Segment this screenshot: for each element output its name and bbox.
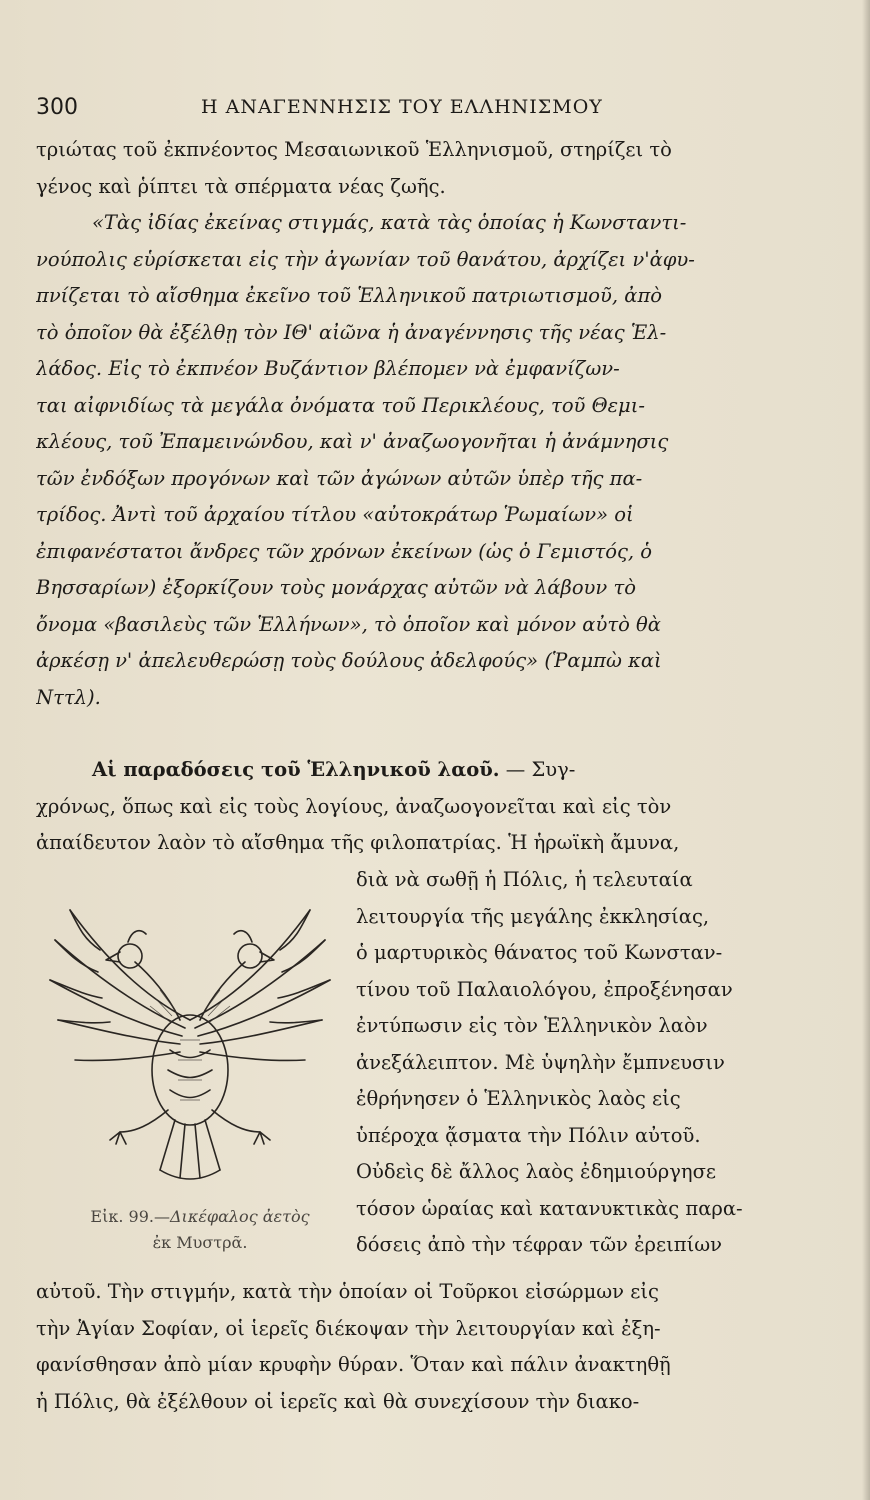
text-line: γένος καὶ ῥίπτει τὰ σπέρματα νέας ζωῆς. — [36, 174, 446, 198]
text-line: Οὐδεὶς δὲ ἄλλος λαὸς ἐδημιούργησε — [356, 1160, 716, 1183]
text-line: ἐντύπωσιν εἰς τὸν Ἑλληνικὸν λαὸν — [356, 1014, 708, 1037]
caption-title: Δικέφαλος ἀετὸς — [170, 1207, 310, 1226]
text-line: «Τὰς ἰδίας ἐκείνας στιγμάς, κατὰ τὰς ὁποίας ἡ Κωνσταντι- — [92, 211, 687, 234]
text-line: τόσον ὡραίας καὶ κατανυκτικὰς παρα- — [356, 1196, 743, 1220]
running-title: Η ΑΝΑΓΕΝΝΗΣΙΣ ΤΟΥ ΕΛΛΗΝΙΣΜΟΥ — [201, 96, 603, 118]
text-line: ὁ μαρτυρικὸς θάνατος τοῦ Κωνσταν- — [356, 941, 723, 964]
text-line: ὑπέροχα ᾄσματα τὴν Πόλιν αὐτοῦ. — [356, 1123, 701, 1147]
text-line: Νττλ). — [36, 685, 101, 709]
text-line: νούπολις εὑρίσκεται εἰς τὴν ἀγωνίαν τοῦ θανάτου, ἀρχίζει ν'ἀφυ- — [36, 247, 695, 271]
text-line: ὄνομα «βασιλεὺς τῶν Ἑλλήνων», τὸ ὁποῖον καὶ μόνον αὐτὸ θὰ — [36, 612, 661, 636]
page-edge-shadow — [862, 0, 870, 1500]
text-line: τὸ ὁποῖον θὰ ἐξέλθῃ τὸν ΙΘ' αἰῶνα ἡ ἀναγέννησις τῆς νέας Ἑλ- — [36, 320, 667, 344]
text-line: ἀπαίδευτον λαὸν τὸ αἴσθημα τῆς φιλοπατρίας. Ἡ ἡρωϊκὴ ἄμυνα, — [36, 831, 680, 854]
text-line: ἀνεξάλειπτον. Μὲ ὑψηλὴν ἔμπνευσιν — [356, 1050, 725, 1074]
paragraph-continuation — [36, 1274, 804, 1420]
double-headed-eagle-illustration — [40, 870, 340, 1190]
text-line: λειτουργία τῆς μεγάλης ἐκκλησίας, — [356, 904, 710, 928]
text-line: Βησσαρίων) ἐξορκίζουν τοὺς μονάρχας αὐτῶν νὰ λάβουν τὸ — [36, 576, 636, 599]
text-line: αὐτοῦ. Τὴν στιγμήν, κατὰ τὴν ὁποίαν οἱ Τοῦρκοι εἰσώρμων εἰς — [36, 1280, 659, 1303]
section-traditions — [36, 752, 804, 862]
text-line: τῶν ἐνδόξων προγόνων καὶ τῶν ἀγώνων αὐτῶν ὑπὲρ τῆς πα- — [36, 466, 643, 490]
text-line: ἡ Πόλις, θὰ ἐξέλθουν οἱ ἱερεῖς καὶ θὰ συνεχίσουν τὴν διακο- — [36, 1389, 640, 1413]
quoted-passage — [36, 205, 804, 716]
text-line: τὴν Ἁγίαν Σοφίαν, οἱ ἱερεῖς διέκοψαν τὴν λειτουργίαν καὶ ἐξη- — [36, 1316, 661, 1340]
section-heading: Αἱ παραδόσεις τοῦ Ἑλληνικοῦ λαοῦ. — [92, 758, 500, 781]
text-line: τριώτας τοῦ ἐκπνέοντος Μεσαιωνικοῦ Ἑλληνισμοῦ, στηρίζει τὸ — [36, 138, 672, 161]
wrapped-text-column — [356, 862, 804, 1264]
text-line: λάδος. Εἰς τὸ ἐκπνέον Βυζάντιον βλέπομεν νὰ ἐμφανίζων- — [36, 357, 620, 380]
text-line: φανίσθησαν ἀπὸ μίαν κρυφὴν θύραν. Ὅταν καὶ πάλιν ἀνακτηθῇ — [36, 1353, 671, 1376]
text-line: πνίζεται τὸ αἴσθημα ἐκεῖνο τοῦ Ἑλληνικοῦ πατριωτισμοῦ, ἀπὸ — [36, 284, 662, 307]
figure-caption — [55, 1204, 345, 1256]
text-line: ται αἰφνιδίως τὰ μεγάλα ὀνόματα τοῦ Περικλέους, τοῦ Θεμι- — [36, 393, 645, 417]
page-number: 300 — [36, 95, 78, 120]
text-line: δόσεις ἀπὸ τὴν τέφραν τῶν ἐρειπίων — [356, 1233, 722, 1256]
text-line: χρόνως, ὅπως καὶ εἰς τοὺς λογίους, ἀναζωογονεῖται καὶ εἰς τὸν — [36, 794, 672, 818]
caption-number: Εἰκ. 99.— — [90, 1207, 170, 1226]
section-heading-line — [36, 752, 804, 789]
text-line: ἐπιφανέστατοι ἄνδρες τῶν χρόνων ἐκείνων (ὡς ὁ Γεμιστός, ὁ — [36, 539, 653, 563]
section-heading-tail: — Συγ- — [499, 758, 576, 781]
text-line: τίνου τοῦ Παλαιολόγου, ἐπροξένησαν — [356, 977, 733, 1001]
caption-place: ἐκ Μυστρᾶ. — [152, 1233, 248, 1252]
text-line: κλέους, τοῦ Ἐπαμεινώνδου, καὶ ν' ἀναζωογονῆται ἡ ἀνάμνησις — [36, 430, 669, 453]
text-line: ἀρκέσῃ ν' ἀπελευθερώσῃ τοὺς δούλους ἀδελφούς» (Ῥαμπὼ καὶ — [36, 649, 662, 672]
figure-double-headed-eagle — [40, 870, 340, 1190]
text-line: ἐθρήνησεν ὁ Ἑλληνικὸς λαὸς εἰς — [356, 1087, 681, 1110]
text-line: διὰ νὰ σωθῇ ἡ Πόλις, ἡ τελευταία — [356, 868, 693, 891]
paragraph-intro — [36, 132, 804, 205]
text-line: τρίδος. Ἀντὶ τοῦ ἀρχαίου τίτλου «αὐτοκράτωρ Ῥωμαίων» οἱ — [36, 503, 634, 526]
